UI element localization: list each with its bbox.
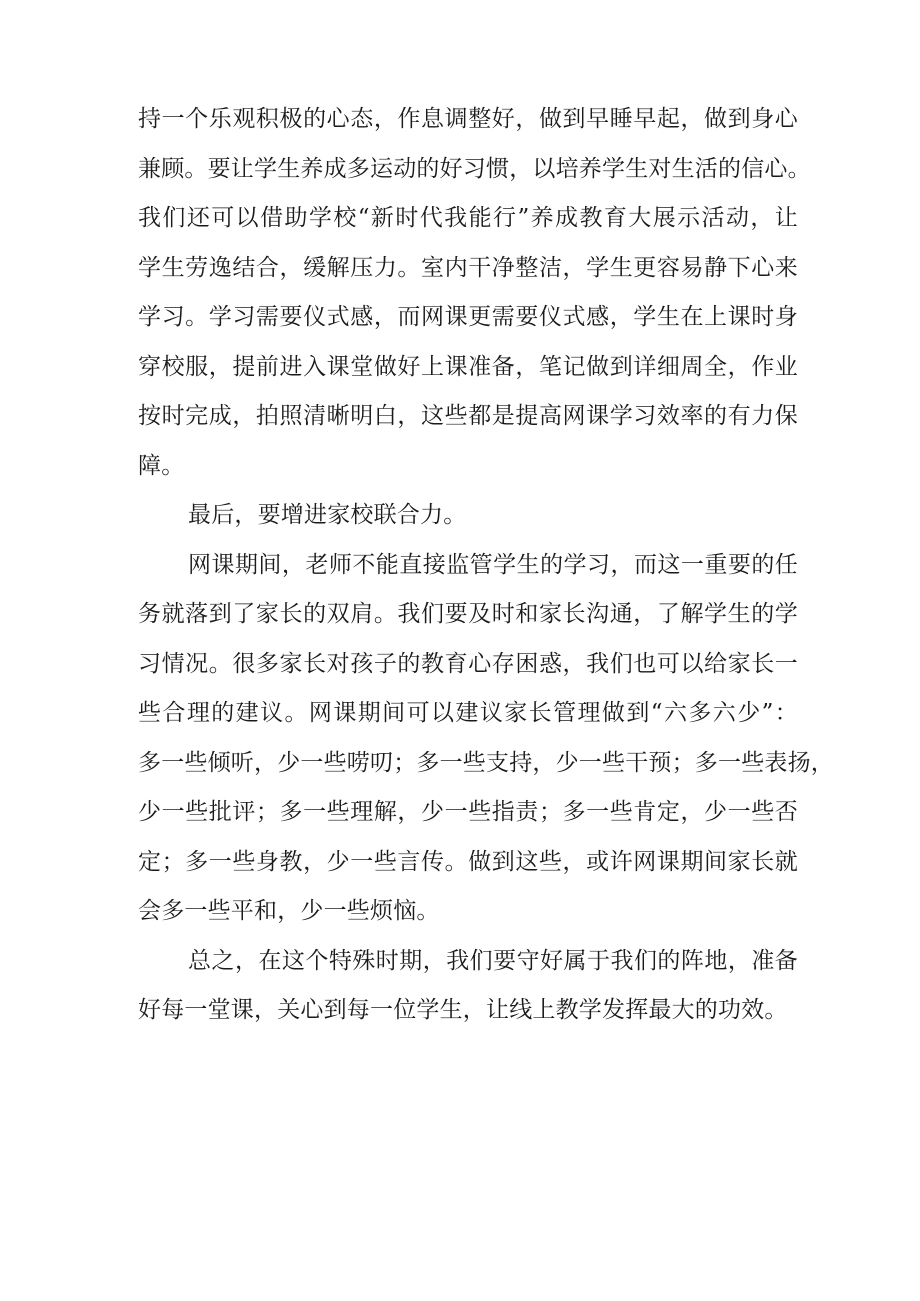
paragraph-heading-home-school xyxy=(138,491,798,541)
section-heading: 最后，要增进家校联合力。 xyxy=(188,502,467,528)
text-line: 多一些倾听，少一些唠叨；多一些支持，少一些干预；多一些表扬， xyxy=(138,749,834,776)
text-line: 学生劳逸结合，缓解压力。室内干净整洁，学生更容易静下心来 xyxy=(138,254,798,281)
text-line: 学习。学习需要仪式感，而网课更需要仪式感，学生在上课时身 xyxy=(138,304,798,330)
text-line: 兼顾。要让学生养成多运动的好习惯，以培养学生对生活的信心。 xyxy=(138,155,811,182)
text-line: 按时完成，拍照清晰明白，这些都是提高网课学习效率的有力保 xyxy=(138,403,798,429)
paragraph-parent-communication xyxy=(138,541,834,937)
text-line: 好每一堂课，关心到每一位学生，让线上教学发挥最大的功效。 xyxy=(138,997,788,1023)
text-line: 少一些批评；多一些理解，少一些指责；多一些肯定，少一些否 xyxy=(138,799,798,825)
paragraph-self-management xyxy=(138,95,811,491)
text-line: 网课期间，老师不能直接监管学生的学习，而这一重要的任 xyxy=(188,551,798,578)
text-line: 我们还可以借助学校“新时代我能行”养成教育大展示活动，让 xyxy=(138,205,798,231)
text-line: 会多一些平和，少一些烦恼。 xyxy=(138,898,440,924)
text-line: 些合理的建议。网课期间可以建议家长管理做到“六多六少”： xyxy=(138,700,798,726)
text-line: 习情况。很多家长对孩子的教育心存困惑，我们也可以给家长一 xyxy=(138,650,798,677)
text-line: 务就落到了家长的双肩。我们要及时和家长沟通，了解学生的学 xyxy=(138,601,798,627)
paragraph-conclusion xyxy=(138,937,798,1036)
text-line: 持一个乐观积极的心态，作息调整好，做到早睡早起，做到身心 xyxy=(138,106,798,132)
text-line: 定；多一些身教，少一些言传。做到这些，或许网课期间家长就 xyxy=(138,848,798,875)
text-line: 总之，在这个特殊时期，我们要守好属于我们的阵地，准备 xyxy=(188,947,798,974)
document-body xyxy=(138,95,834,1036)
text-line: 穿校服，提前进入课堂做好上课准备，笔记做到详细周全，作业 xyxy=(138,353,798,380)
text-line: 障。 xyxy=(138,452,185,479)
